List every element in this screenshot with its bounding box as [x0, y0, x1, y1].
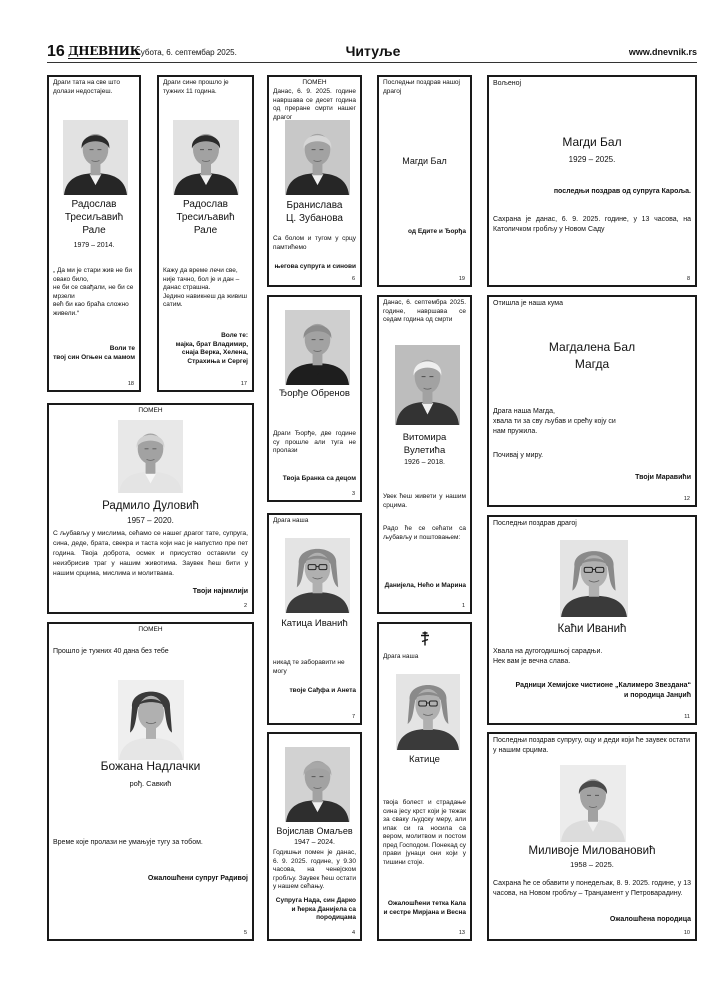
- notice-number: 19: [458, 276, 465, 282]
- portrait-photo: [395, 345, 460, 425]
- obituary-notice-2: [47, 403, 254, 614]
- obituary-notice-11: [487, 515, 697, 725]
- deceased-name: Ђорђе Обренов: [279, 388, 350, 399]
- notice-label: ПОМЕН: [138, 407, 163, 414]
- notice-intro: Драга наша: [383, 653, 419, 660]
- obituary-notice-1: [377, 295, 472, 614]
- newspaper-logo: ДНЕВНИК: [68, 44, 141, 58]
- notice-intro: Данас, 6. септембра 2025. године, навршава се седам година од смрти: [383, 299, 466, 323]
- notice-number: 4: [351, 930, 355, 936]
- notice-number: 17: [240, 381, 247, 387]
- page-header: [47, 43, 697, 61]
- notice-signature: Воли те твој син Огњен са мамом: [53, 345, 135, 361]
- maiden-name: рођ. Савкић: [129, 779, 172, 788]
- notice-text: Кажу да време лечи све, није тачно, бол је и дан – данас страшна. Једино навикнеш да живиш сатим.: [163, 267, 248, 308]
- notice-text: Увек ћеш живети у нашим срцима.: [383, 493, 466, 509]
- deceased-name: Војислав Омаљев: [276, 826, 353, 836]
- notice-number: 8: [686, 276, 690, 282]
- obituary-notice-18: [47, 75, 141, 392]
- notice-signature: Твоји најмилији: [192, 588, 248, 595]
- life-dates: 1958 – 2025.: [570, 860, 614, 869]
- obituary-notice-8: [487, 75, 697, 287]
- notice-number: 1: [461, 603, 465, 609]
- obituary-notice-19: [377, 75, 472, 287]
- deceased-name: Катица Иванић: [281, 618, 348, 629]
- notice-intro: Вољеној: [493, 80, 522, 87]
- life-dates: 1929 – 2025.: [568, 155, 616, 164]
- notice-signature: Твоја Бранка са децом: [282, 475, 356, 482]
- notice-intro: Прошло је тужних 40 дана без тебе: [53, 648, 169, 655]
- notice-intro: Последњи поздрав супругу, оцу и деди који ће заувек остати у нашим срцима.: [493, 737, 690, 754]
- website-url: www.dnevnik.rs: [628, 47, 697, 57]
- notice-text: Време које пролази не умањује тугу за тобом.: [53, 839, 203, 846]
- obituary-notice-5: [47, 622, 254, 941]
- notice-signature: Ожалошћени тетка Кала и сестре Мирјана и Весна: [383, 900, 466, 916]
- notice-signature: Воле те: мајка, брат Владимир, снаја Верка, Хелена, Страхиња и Сергеј: [175, 332, 248, 365]
- portrait-photo: [118, 680, 184, 760]
- notice-number: 3: [351, 491, 355, 497]
- notice-signature: последњи поздрав од супруга Кароља.: [553, 188, 691, 195]
- obituary-notice-10: [487, 732, 697, 941]
- deceased-name: Катице: [409, 754, 440, 765]
- deceased-name: Витомира Вулетића: [402, 432, 447, 456]
- notice-signature: од Едите и Ђорђа: [408, 228, 466, 235]
- notice-label: ПОМЕН: [138, 626, 163, 633]
- portrait-photo: [173, 120, 239, 195]
- deceased-name: Каћи Иванић: [557, 623, 627, 635]
- header-rule: [47, 62, 697, 63]
- portrait-photo: [118, 420, 183, 493]
- page-number: 16: [47, 43, 65, 60]
- obituary-notice-3: [267, 295, 362, 502]
- deceased-name: Магдалена Бал Магда: [548, 340, 636, 371]
- deceased-name: Радослав Тресиљавић Рале: [64, 199, 124, 236]
- life-dates: 1979 – 2014.: [73, 242, 115, 249]
- portrait-photo: [285, 538, 350, 613]
- notice-intro: Драги сине прошло је тужних 11 година.: [163, 79, 229, 95]
- notice-number: 10: [683, 930, 690, 936]
- notice-signature: Ожалошћена породица: [609, 916, 691, 923]
- portrait-photo: [560, 765, 626, 842]
- notice-text: Годишњи помен је данас, 6. 9. 2025. године, у 9.30 часова, на ченејском гробљу. Заувек ћеш остати у нашем сећању.: [273, 849, 356, 890]
- notice-text: Хвала на дугогодишњој сарадњи. Нек вам је вечна слава.: [493, 648, 603, 665]
- cross-icon: [420, 631, 430, 646]
- life-dates: 1957 – 2020.: [127, 516, 174, 525]
- notice-text: Драги Ђорђе, две године су прошле али туга не пролази: [273, 430, 356, 454]
- deceased-name: Магди Бал: [562, 135, 622, 149]
- notice-text: Сахрана ће се обавити у понедељак, 8. 9. 2025. године, у 13 часова, на Новом гробљу – Транџамент у Петроварадину.: [493, 880, 691, 897]
- notice-number: 11: [684, 714, 690, 720]
- deceased-name: Божана Надлачки: [100, 759, 201, 773]
- notice-intro: Последњи поздрав драгој: [493, 520, 577, 527]
- deceased-name: Радмило Дуловић: [102, 500, 199, 512]
- notice-text: твоја болест и страдање сина јесу крст који је тежак за сваку људску меру, али ипак си га носила са вером, молитвом и постом пред Господом. Понекад су прави јунаци они који у тишини стоје.: [383, 799, 466, 866]
- deceased-name: Бранислава Ц. Зубанова: [285, 200, 343, 224]
- notice-signature: Радници Хемијске чистионе „Калимеро Звездана“ и породица Јанџић: [515, 682, 691, 699]
- notice-text: „ Да ми је стари жив не би овако било, не би се свађали, не би се мрзели већ би као браћа сложно живели.“: [53, 267, 134, 317]
- notice-text: Драга наша Магда, хвала ти за сву љубав и срећу коју си нам пружила.: [493, 408, 616, 435]
- notice-number: 2: [243, 603, 247, 609]
- notice-text: Сахрана је данас, 6. 9. 2025. године, у 13 часова, на Католичком гробљу у Новом Саду: [493, 216, 691, 233]
- notice-signature: твоје Сађфа и Анета: [289, 687, 356, 694]
- deceased-name: Миливоје Миловановић: [528, 845, 656, 857]
- notice-number: 18: [127, 381, 134, 387]
- notice-text-secondary: Радо ће се сећати са љубављу и поштовањем:: [383, 525, 466, 541]
- notice-text: Са болом и тугом у срцу памтићемо: [273, 235, 356, 251]
- notice-number: 7: [351, 714, 355, 720]
- notice-text: никад те заборавити не могу: [273, 659, 345, 675]
- life-dates: 1947 – 2024.: [294, 839, 335, 846]
- notice-intro: Драга наша: [273, 517, 309, 524]
- obituary-notice-13: [377, 622, 472, 941]
- obituary-notice-4: [267, 732, 362, 941]
- obituary-notice-17: [157, 75, 254, 392]
- portrait-photo: [396, 674, 460, 750]
- notice-number: 5: [243, 930, 247, 936]
- notice-number: 6: [351, 276, 355, 282]
- portrait-photo: [63, 120, 128, 195]
- portrait-photo: [560, 540, 628, 617]
- notice-intro: Отишла је наша кума: [493, 300, 563, 307]
- notice-signature: Супруга Нада, син Дарко и ћерка Данијела са породицама: [275, 897, 356, 921]
- notice-intro: Драги тата на све што долази недостајеш.: [53, 79, 120, 95]
- portrait-photo: [285, 120, 350, 195]
- deceased-name: Радослав Тресиљавић Рале: [176, 199, 235, 236]
- deceased-name: Магди Бал: [402, 156, 447, 166]
- notice-text: С љубављу у мислима, сећамо се нашег драгог тате, супруга, сина, деде, брата, свекра и таста који нас је напустио пре пет година. Твоја доброта, осмех и присуство оставили су неизбрисив траг у нашим животима. Заувек ћеш бити у нашим срцима, мислима и молитвама.: [53, 530, 248, 577]
- issue-date: Субота, 6. септембар 2025.: [135, 48, 237, 57]
- portrait-photo: [285, 747, 350, 822]
- notice-number: 13: [458, 930, 465, 936]
- notice-signature: Ожалошћени супруг Радивој: [147, 875, 248, 882]
- notice-text-secondary: Почивај у миру.: [493, 452, 544, 459]
- notice-label: ПОМЕН: [302, 79, 327, 86]
- notice-signature: Данијела, Нећо и Марина: [384, 582, 466, 589]
- notice-intro: Последњи поздрав нашој драгој: [383, 79, 460, 95]
- life-dates: 1926 – 2018.: [404, 459, 445, 466]
- obituary-notice-12: [487, 295, 697, 507]
- notice-intro: Данас, 6. 9. 2025. године навршава се десет година од преране смрти нашег драгог: [273, 88, 356, 121]
- obituary-notice-6: [267, 75, 362, 287]
- portrait-photo: [285, 310, 350, 385]
- notice-signature: Твоји Маравићи: [635, 474, 691, 481]
- notice-number: 12: [683, 496, 690, 502]
- notice-signature: његова супруга и синови: [274, 263, 356, 270]
- section-title: Читуље: [345, 43, 401, 59]
- obituary-notice-7: [267, 513, 362, 725]
